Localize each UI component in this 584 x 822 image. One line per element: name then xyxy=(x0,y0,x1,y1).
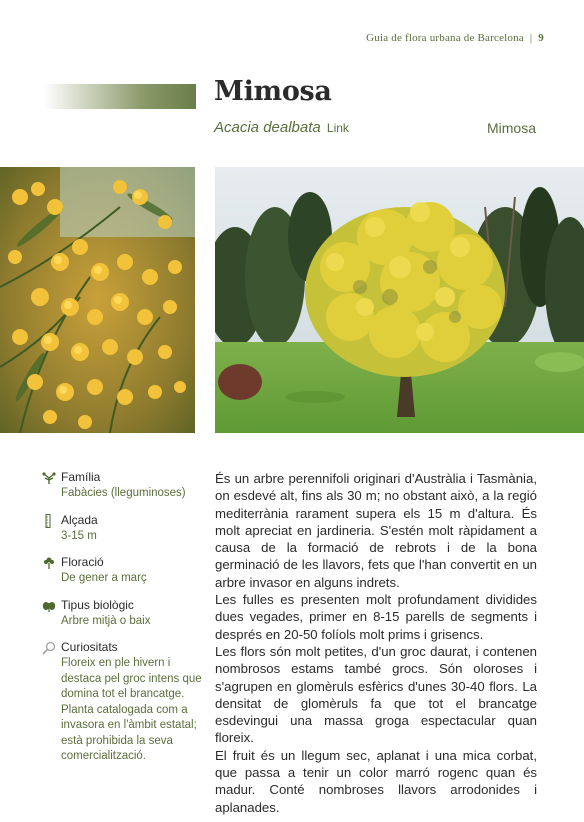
guide-title: Guia de flora urbana de Barcelona xyxy=(366,32,524,44)
decorative-gradient-bar xyxy=(44,84,196,109)
fact-value: Floreix en ple hivern i destaca pel groc intens que domina tot el brancatge. Planta catalogada com a invasora en l'àmbit estatal; està prohibida la seva comercialització. xyxy=(61,657,202,762)
running-header xyxy=(366,32,544,44)
height-ruler-icon xyxy=(42,514,56,528)
fact-flowering xyxy=(42,555,202,587)
fact-label: Família xyxy=(61,470,101,484)
description-paragraph: És un arbre perennifoli originari d'Austràlia i Tasmània, on esdevé alt, fins als 30 m; no obstant això, a la regió mediterrània rarament supera els 15 m d'altura. És molt apreciat en jardineria. S'estén molt ràpidament a causa de la formació de rebrots i de la bona germinació de les llavors, fets que l'han convertit en un arbre invasor en alguns indrets. xyxy=(215,471,537,590)
fact-label: Floració xyxy=(61,555,104,569)
fact-label: Curiositats xyxy=(61,640,118,654)
description-paragraph: El fruit és un llegum sec, aplanat i una mica corbat, que passa a tenir un color marró rogenc quan és madur. Conté nombroses llavors arrodonides i aplanades. xyxy=(215,747,537,815)
tree-type-icon xyxy=(42,599,56,613)
header-separator: | xyxy=(529,32,533,44)
fact-curiosities xyxy=(42,640,202,765)
scientific-name-latin: Acacia dealbata xyxy=(214,119,321,136)
fact-family xyxy=(42,470,202,502)
description-text xyxy=(215,470,537,816)
fact-height xyxy=(42,513,202,545)
fact-value: De gener a març xyxy=(61,572,147,584)
magnifier-icon xyxy=(42,641,56,655)
description-paragraph: Les fulles es presenten molt profundament dividides dues vegades, primer en 8-15 parells de segments i després en 20-50 folíols molt prims i grisencs. xyxy=(215,592,537,642)
fact-biological-type xyxy=(42,598,202,630)
fact-value: 3-15 m xyxy=(61,529,97,542)
catalan-common-name: Mimosa xyxy=(486,120,536,136)
tree-in-park-photo xyxy=(215,167,584,433)
facts-column xyxy=(42,470,202,776)
leaf-family-icon xyxy=(42,471,56,485)
species-title: Mimosa xyxy=(214,76,332,107)
flower-closeup-photo xyxy=(0,167,195,433)
scientific-name xyxy=(214,119,349,136)
fact-value: Fabàcies (lleguminoses) xyxy=(61,487,186,499)
description-paragraph: Les flors són molt petites, d'un groc daurat, i contenen nombrosos estams també grocs. Són oloroses i s'agrupen en glomèruls esfèrics d'unes 30-40 flors. La densitat de glomèruls fa que tot el brancatge esdevingui una massa groga espectacular quan floreix. xyxy=(215,643,537,746)
page-number: 9 xyxy=(538,32,544,44)
flower-icon xyxy=(42,556,56,570)
fact-label: Alçada xyxy=(61,512,98,527)
scientific-name-author: Link xyxy=(326,121,349,135)
fact-value: Arbre mitjà o baix xyxy=(61,614,151,627)
fact-label: Tipus biològic xyxy=(61,597,134,612)
